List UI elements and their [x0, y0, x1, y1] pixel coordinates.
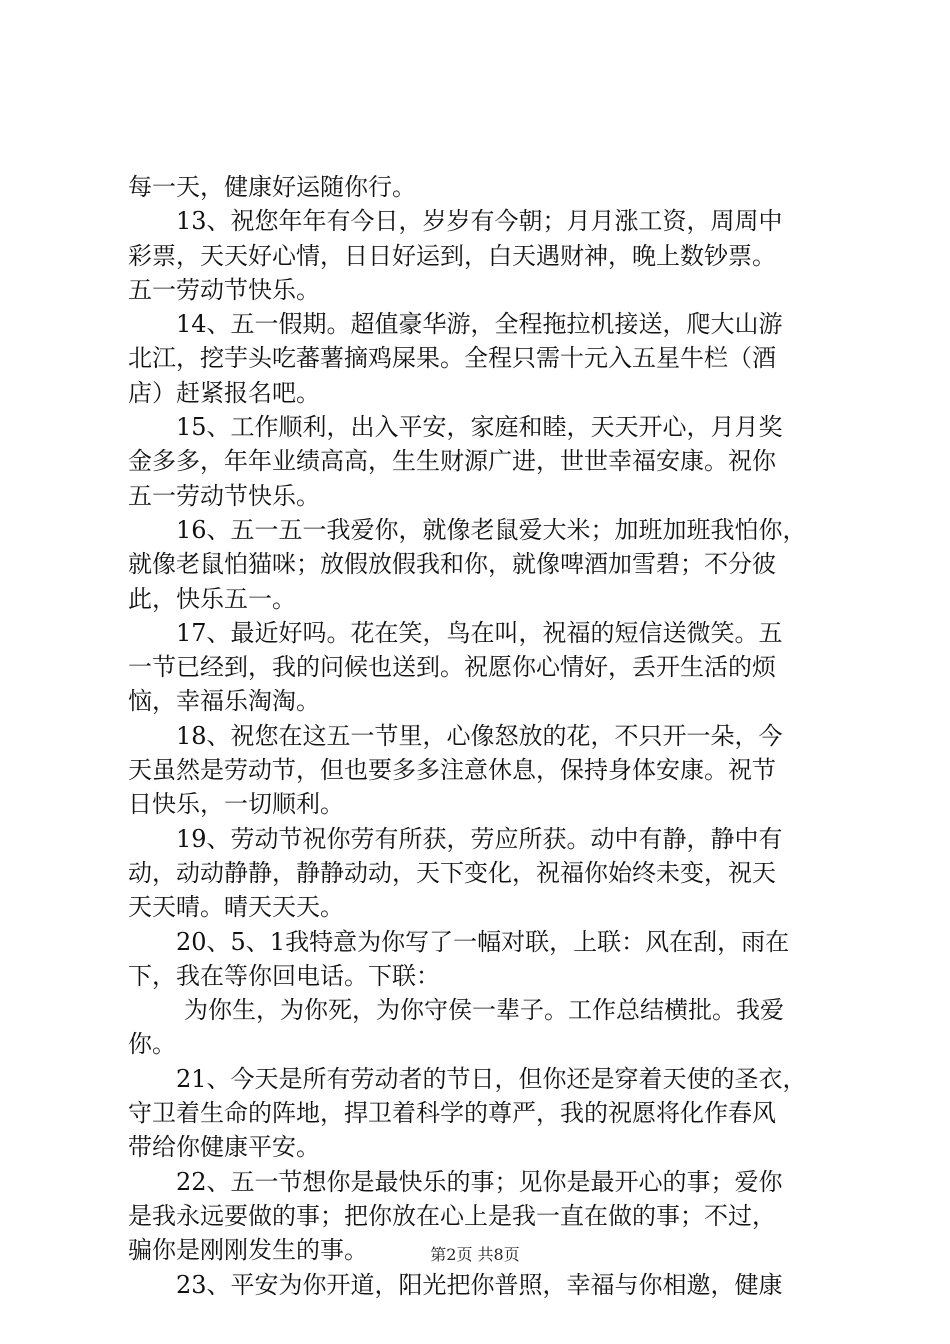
text-line: 22、五一节想你是最快乐的事；见你是最开心的事；爱你	[176, 1167, 783, 1196]
text-line: 是我永远要做的事；把你放在心上是我一直在做的事；不过，	[128, 1201, 776, 1230]
text-line: 动，动动静静，静静动动，天下变化，祝福你始终未变，祝天	[128, 858, 776, 887]
text-line: 彩票，天天好心情，日日好运到，白天遇财神，晚上数钞票。	[128, 241, 776, 270]
text-line: 天天晴。晴天天天。	[128, 893, 344, 922]
text-line: 北江，挖芋头吃蕃薯摘鸡屎果。全程只需十元入五星牛栏（酒	[128, 344, 776, 373]
text-line: 骗你是刚刚发生的事。	[128, 1236, 368, 1265]
text-line: 20、5、1我特意为你写了一幅对联，上联：风在刮，雨在	[176, 927, 790, 956]
text-line: 就像老鼠怕猫咪；放假放假我和你，就像啤酒加雪碧；不分彼	[128, 550, 776, 579]
text-line: 18、祝您在这五一节里，心像怒放的花，不只开一朵，今	[176, 721, 783, 750]
text-line: 五一劳动节快乐。	[128, 275, 320, 304]
page-footer: 第2页 共8页	[430, 1245, 520, 1264]
text-line: 守卫着生命的阵地，捍卫着科学的尊严，我的祝愿将化作春风	[128, 1099, 776, 1128]
text-line: 五一劳动节快乐。	[128, 481, 320, 510]
text-line: 16、五一五一我爱你，就像老鼠爱大米；加班加班我怕你，	[176, 515, 807, 544]
text-line: 恼，幸福乐淘淘。	[128, 687, 320, 716]
text-line: 一节已经到，我的问候也送到。祝愿你心情好，丢开生活的烦	[128, 653, 776, 682]
text-line: 金多多，年年业绩高高，生生财源广进，世世幸福安康。祝你	[128, 447, 776, 476]
text-line: 13、祝您年年有今日，岁岁有今朝；月月涨工资，周周中	[176, 207, 783, 236]
text-line: 你。	[128, 1030, 176, 1059]
text-line: 天虽然是劳动节，但也要多多注意休息，保持身体安康。祝节	[128, 756, 776, 785]
document-body	[128, 170, 838, 1302]
text-line: 15、工作顺利，出入平安，家庭和睦，天天开心，月月奖	[176, 413, 783, 442]
text-line: 23、平安为你开道，阳光把你普照，幸福与你相邀，健康	[176, 1270, 783, 1299]
text-line: 每一天，健康好运随你行。	[128, 173, 416, 201]
text-line: 日快乐，一切顺利。	[128, 790, 344, 819]
text-line: 店）赶紧报名吧。	[128, 378, 320, 407]
text-line: 为你生，为你死，为你守侯一辈子。工作总结横批。我爱	[184, 996, 784, 1025]
text-line: 此，快乐五一。	[128, 584, 296, 613]
text-line: 带给你健康平安。	[128, 1133, 320, 1162]
text-line: 19、劳动节祝你劳有所获，劳应所获。动中有静，静中有	[176, 824, 783, 853]
text-line: 21、今天是所有劳动者的节日，但你还是穿着天使的圣衣，	[176, 1064, 807, 1093]
text-line: 17、最近好吗。花在笑，鸟在叫，祝福的短信送微笑。五	[176, 618, 783, 647]
text-line: 14、五一假期。超值豪华游，全程拖拉机接送，爬大山游	[176, 310, 783, 339]
text-line: 下，我在等你回电话。下联：	[128, 961, 440, 990]
